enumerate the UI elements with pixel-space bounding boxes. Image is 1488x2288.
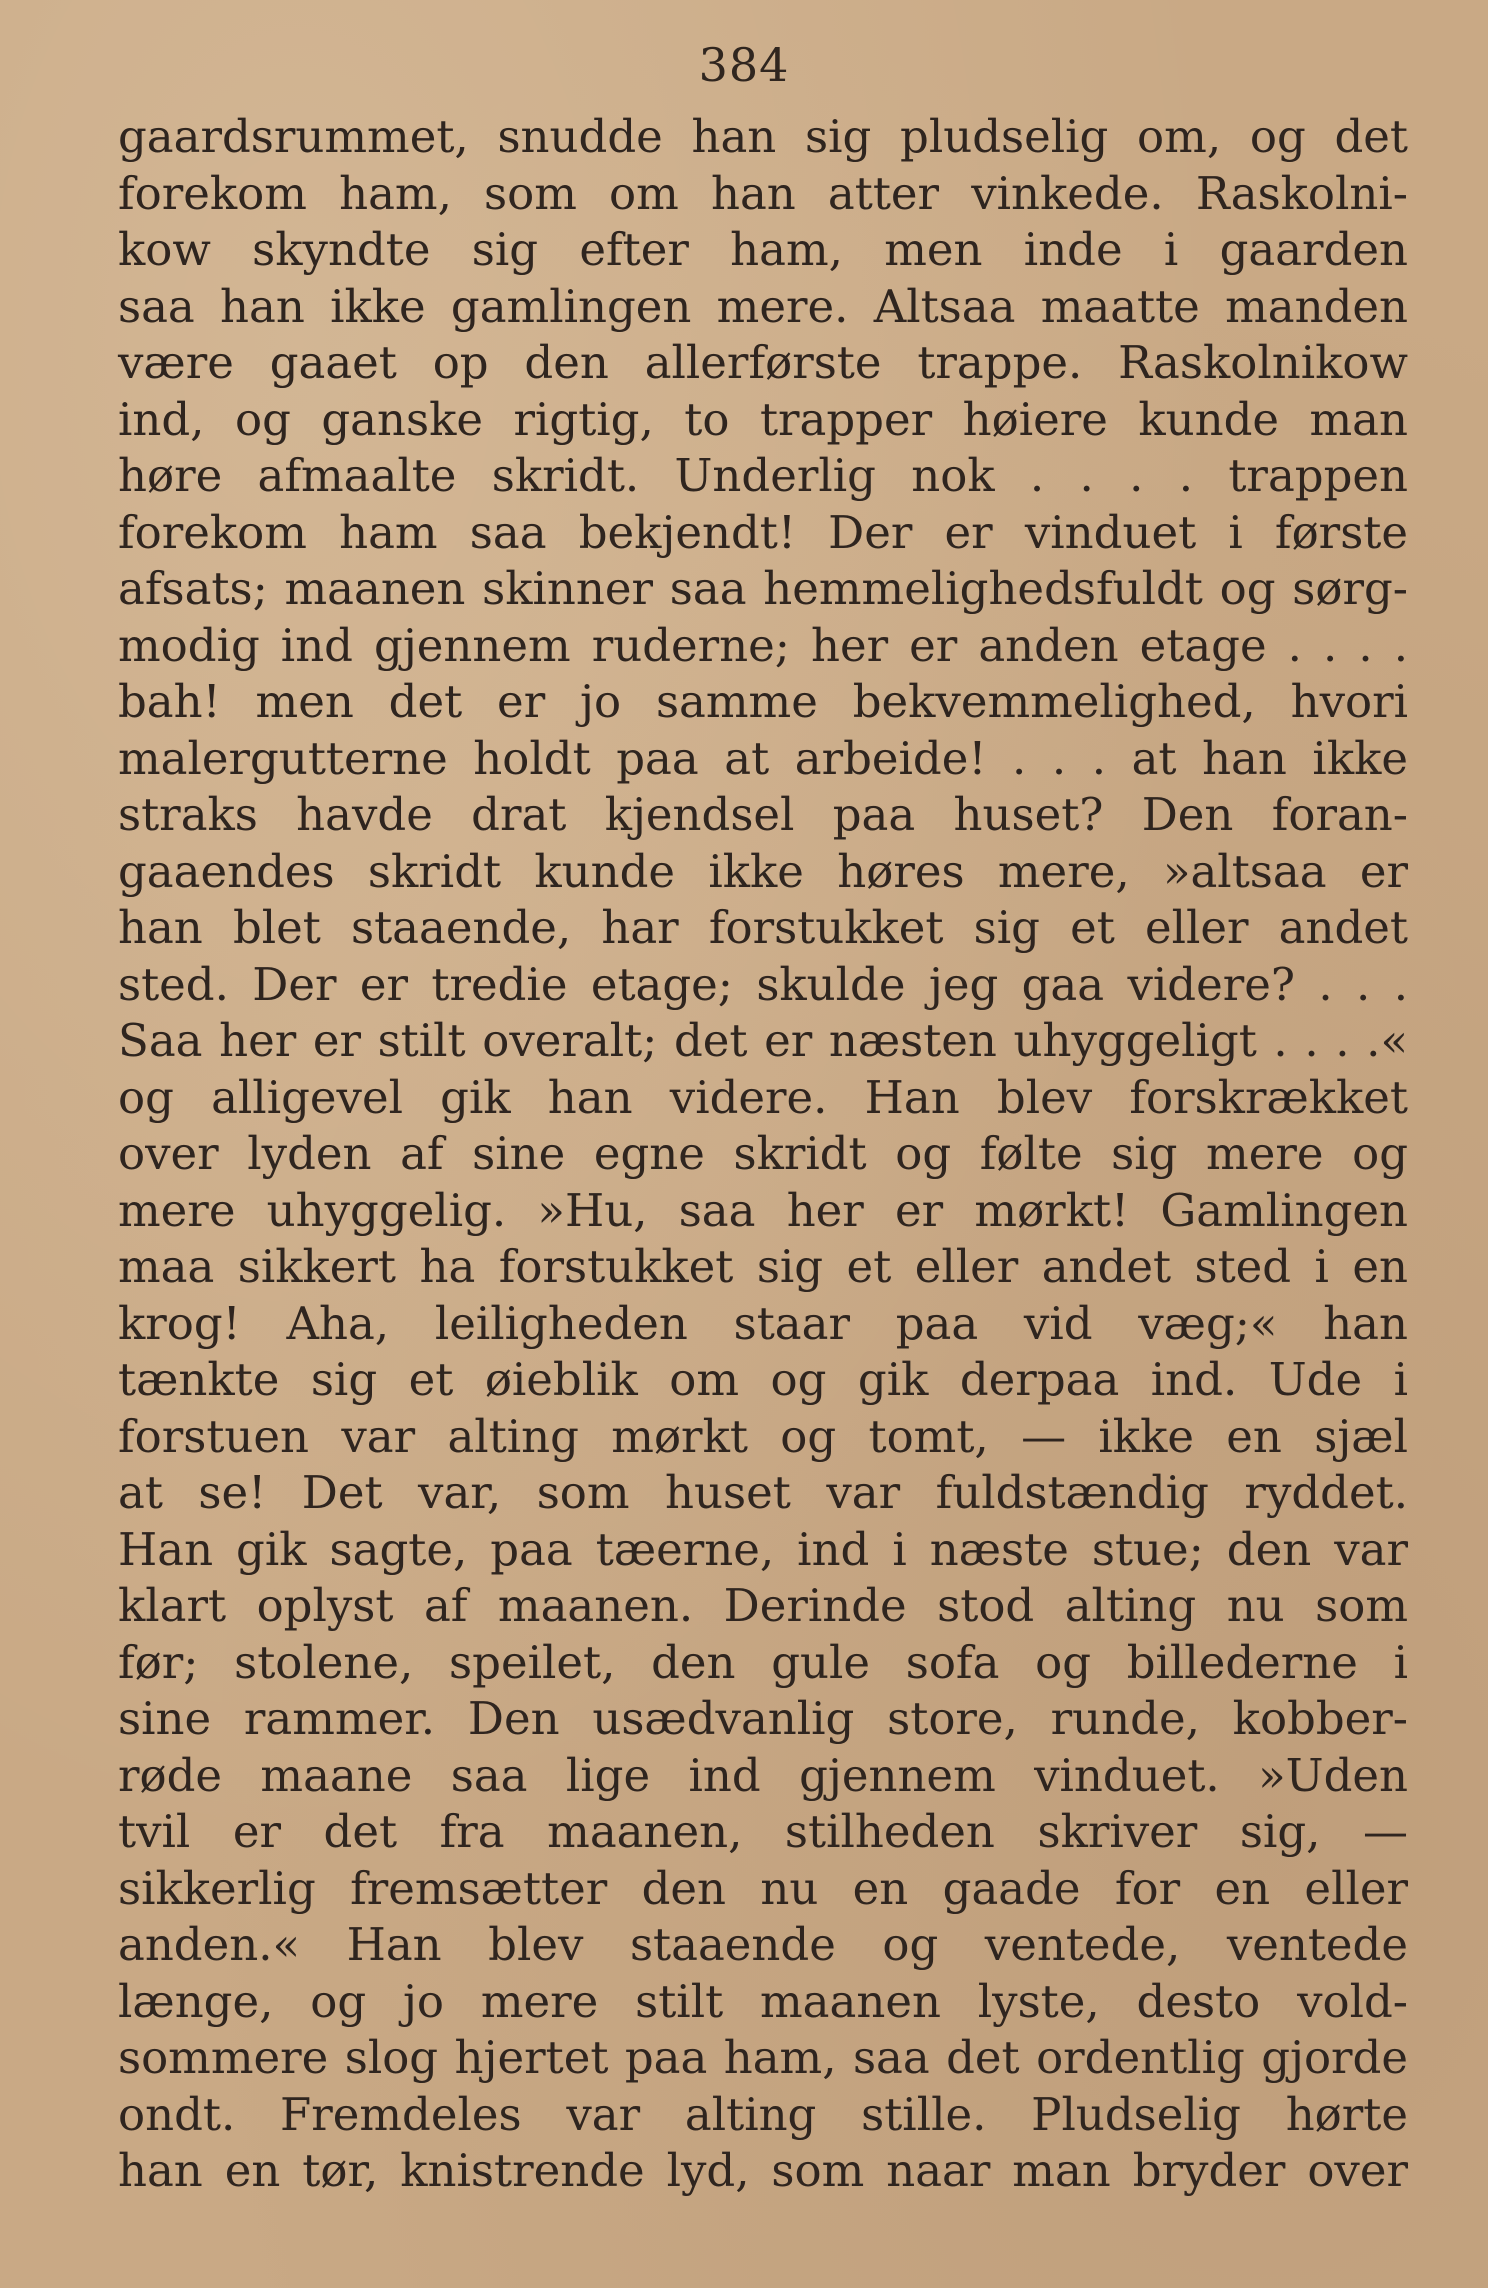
text-line: sommere slog hjertet paa ham, saa det ordentlig gjorde bbox=[118, 2031, 1408, 2084]
text-line: krog! Aha, leiligheden staar paa vid væg;« han bbox=[118, 1296, 1408, 1350]
text-line: gaardsrummet, snudde han sig pludselig om, og det bbox=[118, 110, 1408, 163]
text-line: Han gik sagte, paa tæerne, ind i næste stue; den var bbox=[118, 1522, 1408, 1576]
text-line: før; stolene, speilet, den gule sofa og billederne i bbox=[118, 1635, 1408, 1689]
text-line: høre afmaalte skridt. Underlig nok . . . . trappen bbox=[118, 449, 1408, 502]
text-line: sine rammer. Den usædvanlig store, runde, kobber- bbox=[118, 1692, 1408, 1745]
text-line: sikkerlig fremsætter den nu en gaade for en eller bbox=[118, 1861, 1408, 1915]
text-line: han blet staaende, har forstukket sig et eller andet bbox=[118, 901, 1408, 954]
text-line: tænkte sig et øieblik om og gik derpaa ind. Ude i bbox=[118, 1353, 1408, 1406]
text-line: forekom ham saa bekjendt! Der er vinduet i første bbox=[118, 505, 1408, 559]
text-line: tvil er det fra maanen, stilheden skriver sig, — bbox=[118, 1805, 1408, 1858]
text-line: over lyden af sine egne skridt og følte sig mere og bbox=[118, 1127, 1408, 1180]
text-line: Saa her er stilt overalt; det er næsten uhyggeligt . . . .« bbox=[118, 1014, 1408, 1067]
page-number: 384 bbox=[698, 38, 790, 92]
text-line: mere uhyggelig. »Hu, saa her er mørkt! Gamlingen bbox=[118, 1183, 1408, 1237]
body-text bbox=[118, 109, 1408, 2200]
text-line: sted. Der er tredie etage; skulde jeg gaa videre? . . . bbox=[118, 957, 1408, 1011]
text-line: bah! men det er jo samme bekvemmelighed, hvori bbox=[118, 675, 1408, 728]
text-line: kow skyndte sig efter ham, men inde i gaarden bbox=[118, 223, 1408, 276]
text-line: være gaaet op den allerførste trappe. Raskolnikow bbox=[118, 336, 1408, 389]
text-line: forstuen var alting mørkt og tomt, — ikke en sjæl bbox=[118, 1409, 1408, 1463]
text-line: gaaendes skridt kunde ikke høres mere, »altsaa er bbox=[118, 844, 1408, 898]
text-line: at se! Det var, som huset var fuldstændig ryddet. bbox=[118, 1466, 1408, 1519]
text-line: maa sikkert ha forstukket sig et eller andet sted i en bbox=[118, 1240, 1408, 1293]
text-line: straks havde drat kjendsel paa huset? Den foran- bbox=[118, 788, 1408, 841]
text-line: malergutterne holdt paa at arbeide! . . . at han ikke bbox=[118, 731, 1408, 785]
text-line: ondt. Fremdeles var alting stille. Pludselig hørte bbox=[118, 2087, 1408, 2141]
text-line: ind, og ganske rigtig, to trapper høiere kunde man bbox=[118, 392, 1408, 446]
text-line: forekom ham, som om han atter vinkede. Raskolni- bbox=[118, 166, 1408, 220]
text-line: saa han ikke gamlingen mere. Altsaa maatte manden bbox=[118, 279, 1408, 333]
text-line: og alligevel gik han videre. Han blev forskrækket bbox=[118, 1070, 1408, 1124]
text-line: røde maane saa lige ind gjennem vinduet. »Uden bbox=[118, 1748, 1408, 1802]
text-line: han en tør, knistrende lyd, som naar man bryder over bbox=[118, 2144, 1408, 2197]
text-line: modig ind gjennem ruderne; her er anden etage . . . . bbox=[118, 618, 1408, 672]
text-line: klart oplyst af maanen. Derinde stod alting nu som bbox=[118, 1579, 1408, 1632]
text-line: anden.« Han blev staaende og ventede, ventede bbox=[118, 1918, 1408, 1971]
text-line: afsats; maanen skinner saa hemmelighedsfuldt og sørg- bbox=[118, 562, 1408, 615]
text-line: længe, og jo mere stilt maanen lyste, desto vold- bbox=[118, 1974, 1408, 2028]
